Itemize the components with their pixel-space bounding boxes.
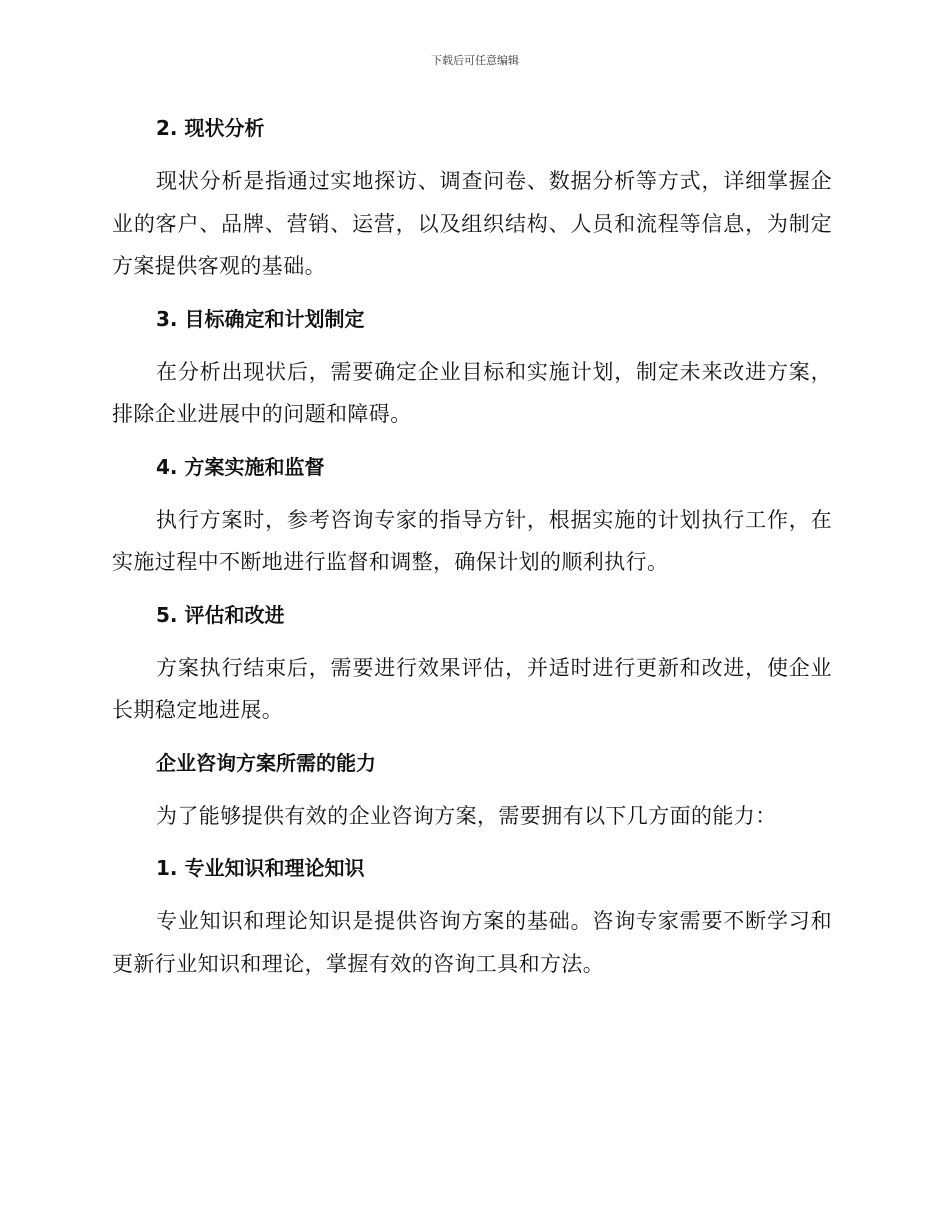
section-paragraph-professional-knowledge: 专业知识和理论知识是提供咨询方案的基础。咨询专家需要不断学习和更新行业知识和理论，掌握有效的咨询工具和方法。 [112,909,832,976]
page-header: 下载后可任意编辑 [431,54,519,67]
section-paragraph-implementation: 执行方案时，参考咨询专家的指导方针，根据实施的计划执行工作，在实施过程中不断地进行监督和调整，确保计划的顺利执行。 [112,507,832,574]
section-heading-implementation: 4. 方案实施和监督 [156,454,325,479]
section-heading-evaluation: 5. 评估和改进 [156,602,285,627]
section-heading-required-abilities: 企业咨询方案所需的能力 [156,750,376,775]
section-heading-status-analysis: 2. 现状分析 [156,116,265,140]
section-heading-goal-planning: 3. 目标确定和计划制定 [156,306,365,331]
section-paragraph-goal-planning: 在分析出现状后，需要确定企业目标和实施计划，制定未来改进方案，排除企业进展中的问题和障碍。 [112,359,832,426]
section-paragraph-status-analysis: 现状分析是指通过实地探访、调查问卷、数据分析等方式，详细掌握企业的客户、品牌、营销、运营，以及组织结构、人员和流程等信息，为制定方案提供客观的基础。 [112,169,832,278]
section-paragraph-required-abilities: 为了能够提供有效的企业咨询方案，需要拥有以下几方面的能力： [156,803,777,828]
document-body [112,108,832,985]
section-heading-professional-knowledge: 1. 专业知识和理论知识 [156,856,365,880]
section-paragraph-evaluation: 方案执行结束后，需要进行效果评估，并适时进行更新和改进，使企业长期稳定地进展。 [112,655,832,722]
